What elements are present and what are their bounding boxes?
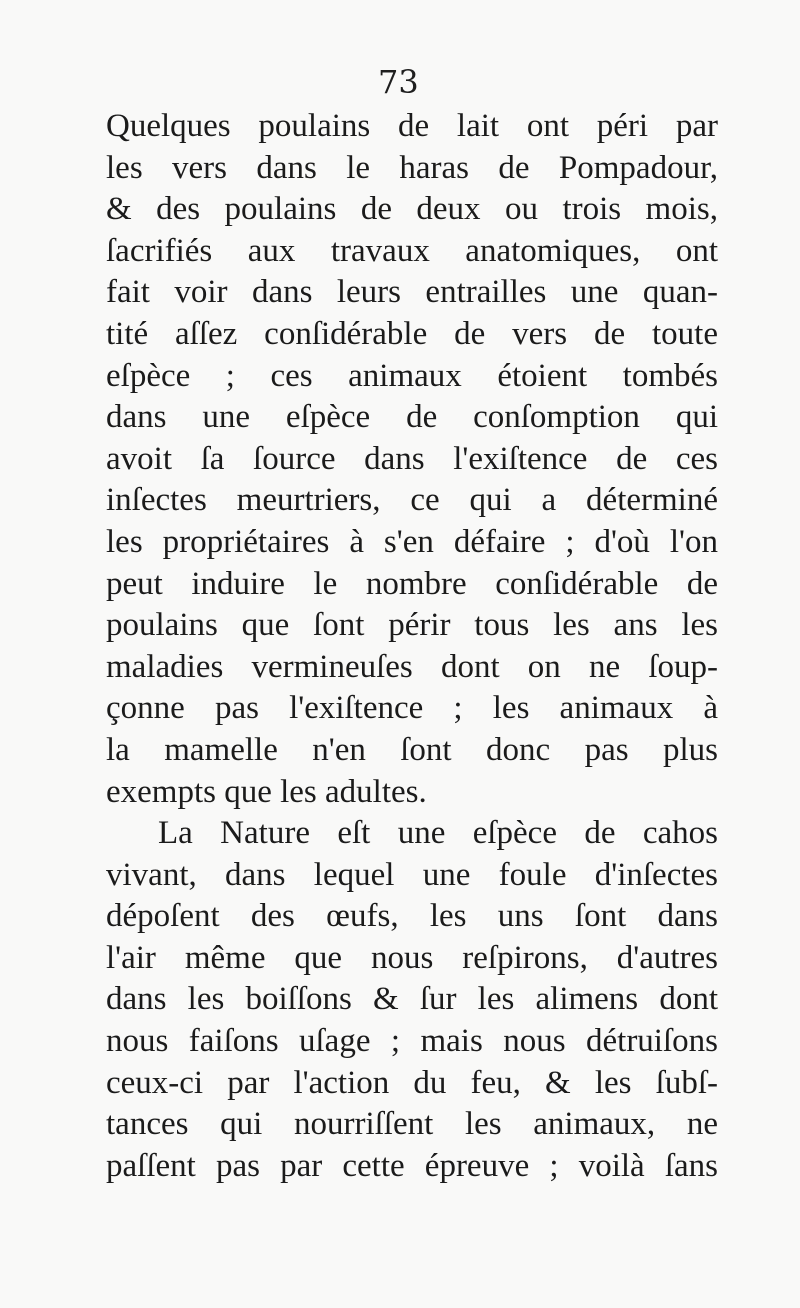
text-line: çonne pas l'exiſtence ; les animaux à	[106, 690, 718, 727]
text-line: dans une eſpèce de conſomption qui	[106, 399, 718, 436]
text-line: Quelques poulains de lait ont péri par	[106, 108, 718, 144]
text-line: paſſent pas par cette épreuve ; voilà ſans	[106, 1147, 718, 1184]
text-line: vivant, dans lequel une foule d'inſectes	[106, 856, 718, 893]
text-line: fait voir dans leurs entrailles une quan-	[106, 274, 718, 311]
text-line: La Nature eſt une eſpèce de cahos	[158, 815, 718, 852]
text-line: ſacrifiés aux travaux anatomiques, ont	[106, 232, 718, 269]
text-line: la mamelle n'en ſont donc pas plus	[106, 731, 718, 768]
text-line: tances qui nourriſſent les animaux, ne	[106, 1106, 718, 1143]
paragraph-1	[106, 106, 718, 813]
text-line: ceux-ci par l'action du feu, & les ſubſ-	[106, 1064, 718, 1101]
text-line: les vers dans le haras de Pompadour,	[106, 149, 718, 186]
text-line: tité aſſez conſidérable de vers de toute	[106, 315, 718, 352]
text-line: & des poulains de deux ou trois mois,	[106, 191, 718, 228]
body-text	[106, 106, 718, 1187]
text-line: maladies vermineuſes dont on ne ſoup-	[106, 648, 718, 685]
text-line: nous faiſons uſage ; mais nous détruiſons	[106, 1023, 718, 1060]
paragraph-2	[106, 813, 718, 1187]
text-line: l'air même que nous reſpirons, d'autres	[106, 939, 718, 976]
text-line: dans les boiſſons & ſur les alimens dont	[106, 981, 718, 1018]
text-line: avoit ſa ſource dans l'exiſtence de ces	[106, 440, 718, 477]
text-line: peut induire le nombre conſidérable de	[106, 565, 718, 602]
text-line: les propriétaires à s'en défaire ; d'où l'on	[106, 523, 718, 560]
text-line: eſpèce ; ces animaux étoient tombés	[106, 357, 718, 394]
text-line: dépoſent des œufs, les uns ſont dans	[106, 898, 718, 935]
page-number: 73	[378, 63, 419, 101]
text-line: exempts que les adultes.	[106, 773, 427, 810]
text-line: inſectes meurtriers, ce qui a déterminé	[106, 482, 718, 519]
text-line: poulains que ſont périr tous les ans les	[106, 607, 718, 644]
